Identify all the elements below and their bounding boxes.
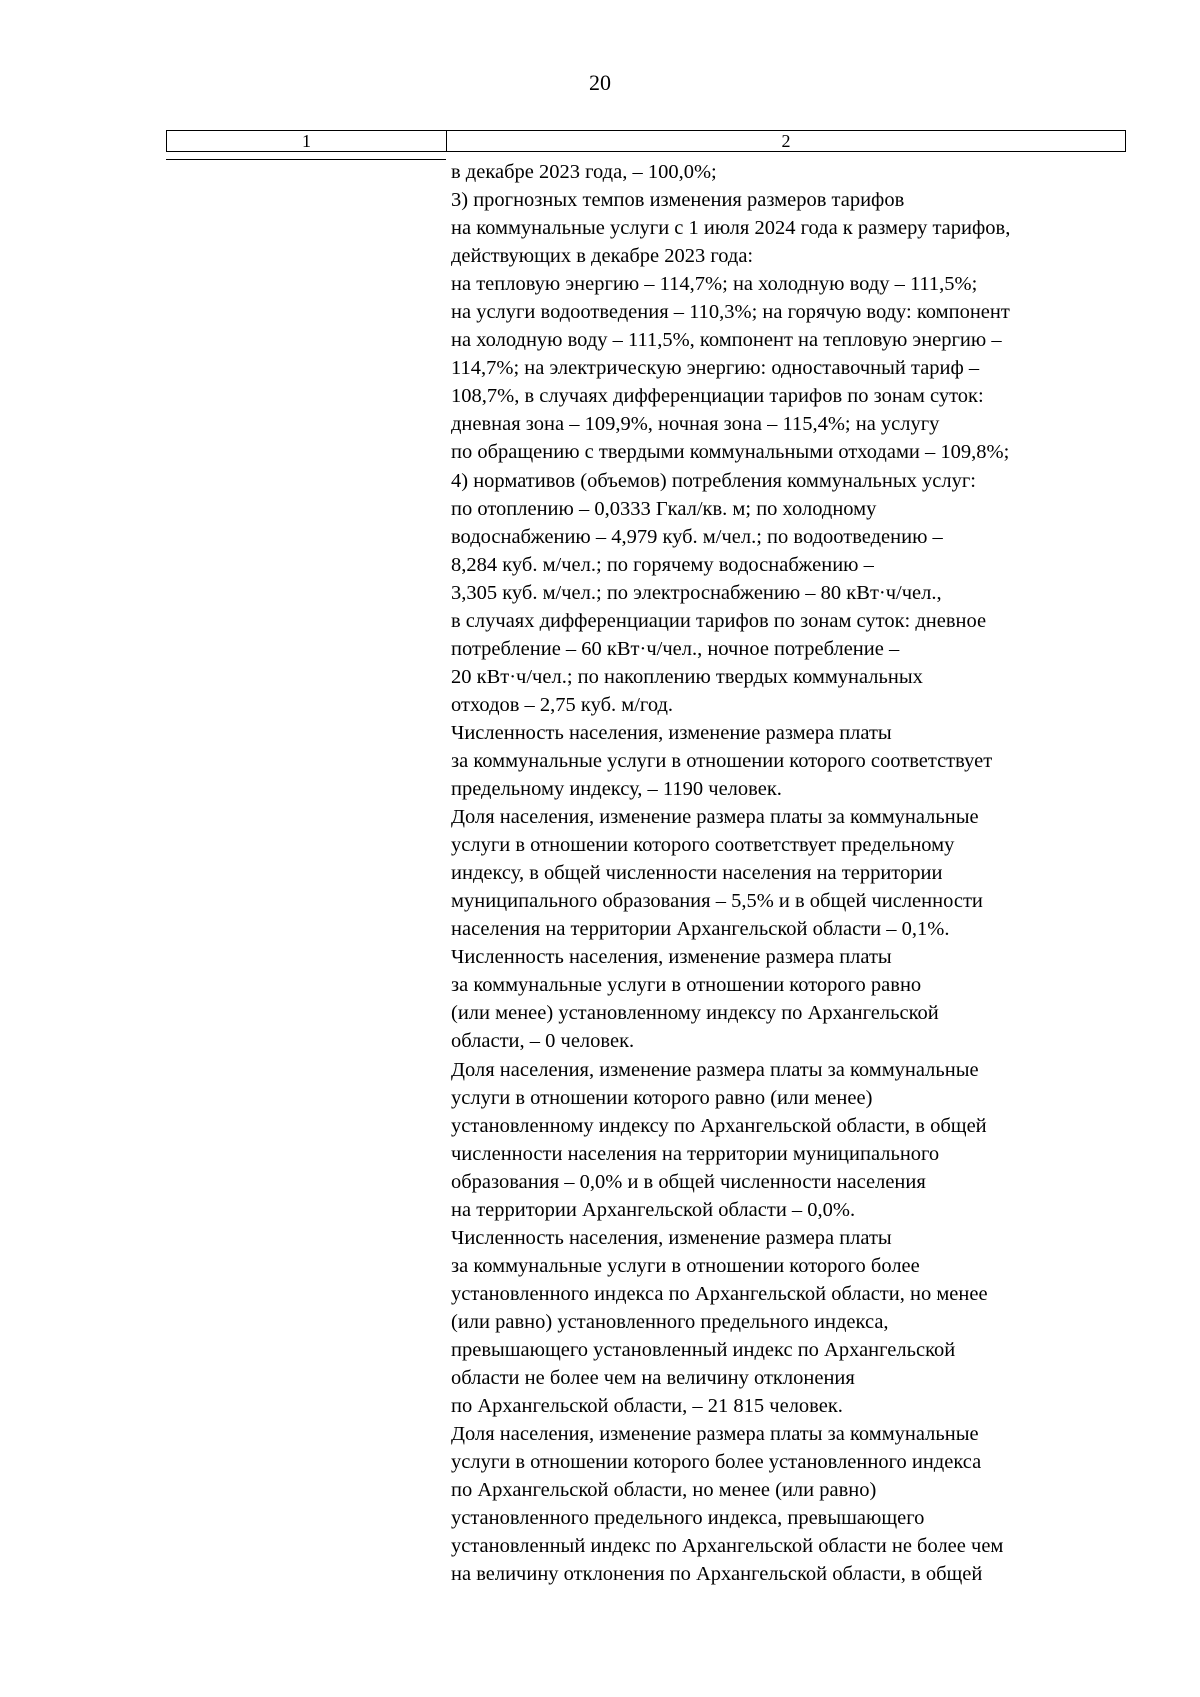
text-line: Доля населения, изменение размера платы за коммунальные xyxy=(451,1058,979,1081)
text-line: дневная зона – 109,9%, ночная зона – 115,4%; на услугу xyxy=(451,413,940,436)
text-line: за коммунальные услуги в отношении которого соответствует xyxy=(451,749,993,772)
text-line: 114,7%; на электрическую энергию: одноставочный тариф – xyxy=(451,357,980,380)
text-line: услуги в отношении которого соответствует предельному xyxy=(451,834,955,857)
text-line: по обращению с твердыми коммунальными отходами – 109,8%; xyxy=(451,441,1010,464)
text-line: на холодную воду – 111,5%, компонент на тепловую энергию – xyxy=(451,329,1002,352)
text-line: 4) нормативов (объемов) потребления коммунальных услуг: xyxy=(451,469,976,492)
column-1-divider xyxy=(166,159,446,160)
text-line: превышающего установленный индекс по Архангельской xyxy=(451,1338,956,1361)
text-line: водоснабжению – 4,979 куб. м/чел.; по водоотведению – xyxy=(451,525,943,548)
text-line: по Архангельской области, – 21 815 человек. xyxy=(451,1395,843,1418)
text-line: на территории Архангельской области – 0,0%. xyxy=(451,1198,856,1221)
text-line: Численность населения, изменение размера платы xyxy=(451,1226,892,1249)
text-line: потребление – 60 кВт·ч/чел., ночное потребление – xyxy=(451,637,900,660)
text-line: области не более чем на величину отклонения xyxy=(451,1367,855,1390)
text-line: по отоплению – 0,0333 Гкал/кв. м; по холодному xyxy=(451,497,877,520)
text-line: в декабре 2023 года, – 100,0%; xyxy=(451,161,717,183)
table-header-col-2: 2 xyxy=(781,131,791,151)
text-line: 3,305 куб. м/чел.; по электроснабжению – 80 кВт·ч/чел., xyxy=(451,581,942,604)
text-line: предельному индексу, – 1190 человек. xyxy=(451,778,782,801)
text-line: установленного индекса по Архангельской области, но менее xyxy=(451,1282,988,1305)
text-line: на величину отклонения по Архангельской области, в общей xyxy=(451,1563,983,1586)
text-line: отходов – 2,75 куб. м/год. xyxy=(451,693,674,716)
text-line: в случаях дифференциации тарифов по зонам суток: дневное xyxy=(451,609,987,632)
text-line: услуги в отношении которого более установленного индекса xyxy=(451,1451,982,1474)
text-line: 108,7%, в случаях дифференциации тарифов по зонам суток: xyxy=(451,385,984,408)
text-line: 3) прогнозных темпов изменения размеров тарифов xyxy=(451,189,905,212)
text-line: (или равно) установленного предельного индекса, xyxy=(451,1310,889,1333)
text-line: индексу, в общей численности населения на территории xyxy=(451,862,943,885)
text-line: численности населения на территории муниципального xyxy=(451,1142,940,1165)
text-line: населения на территории Архангельской области – 0,1%. xyxy=(451,918,950,941)
text-line: услуги в отношении которого равно (или менее) xyxy=(451,1086,873,1109)
text-line: установленный индекс по Архангельской области не более чем xyxy=(451,1535,1004,1558)
text-line: на тепловую энергию – 114,7%; на холодную воду – 111,5%; xyxy=(451,273,978,296)
text-line: 20 кВт·ч/чел.; по накоплению твердых коммунальных xyxy=(451,665,923,688)
table-cell-column-2 xyxy=(451,158,1141,1588)
text-line: установленному индексу по Архангельской области, в общей xyxy=(451,1114,987,1137)
text-line: установленного предельного индекса, превышающего xyxy=(451,1507,925,1530)
text-line: образования – 0,0% и в общей численности населения xyxy=(451,1170,926,1193)
text-line: муниципального образования – 5,5% и в общей численности xyxy=(451,890,983,913)
text-line: Доля населения, изменение размера платы за коммунальные xyxy=(451,806,979,829)
text-line: за коммунальные услуги в отношении которого более xyxy=(451,1254,920,1277)
text-line: за коммунальные услуги в отношении которого равно xyxy=(451,974,922,997)
page-number: 20 xyxy=(589,70,611,95)
text-line: (или менее) установленному индексу по Архангельской xyxy=(451,1002,939,1025)
table-header-col-1: 1 xyxy=(167,131,447,151)
text-line: Численность населения, изменение размера платы xyxy=(451,946,892,969)
text-line: по Архангельской области, но менее (или равно) xyxy=(451,1479,877,1502)
text-line: на коммунальные услуги с 1 июля 2024 года к размеру тарифов, xyxy=(451,217,1011,240)
table-header-row xyxy=(166,130,1126,152)
text-line: на услуги водоотведения – 110,3%; на горячую воду: компонент xyxy=(451,301,1010,324)
text-line: действующих в декабре 2023 года: xyxy=(451,245,754,268)
text-line: Численность населения, изменение размера платы xyxy=(451,721,892,744)
text-line: области, – 0 человек. xyxy=(451,1030,635,1053)
text-line: Доля населения, изменение размера платы за коммунальные xyxy=(451,1423,979,1446)
text-line: 8,284 куб. м/чел.; по горячему водоснабжению – xyxy=(451,553,874,576)
